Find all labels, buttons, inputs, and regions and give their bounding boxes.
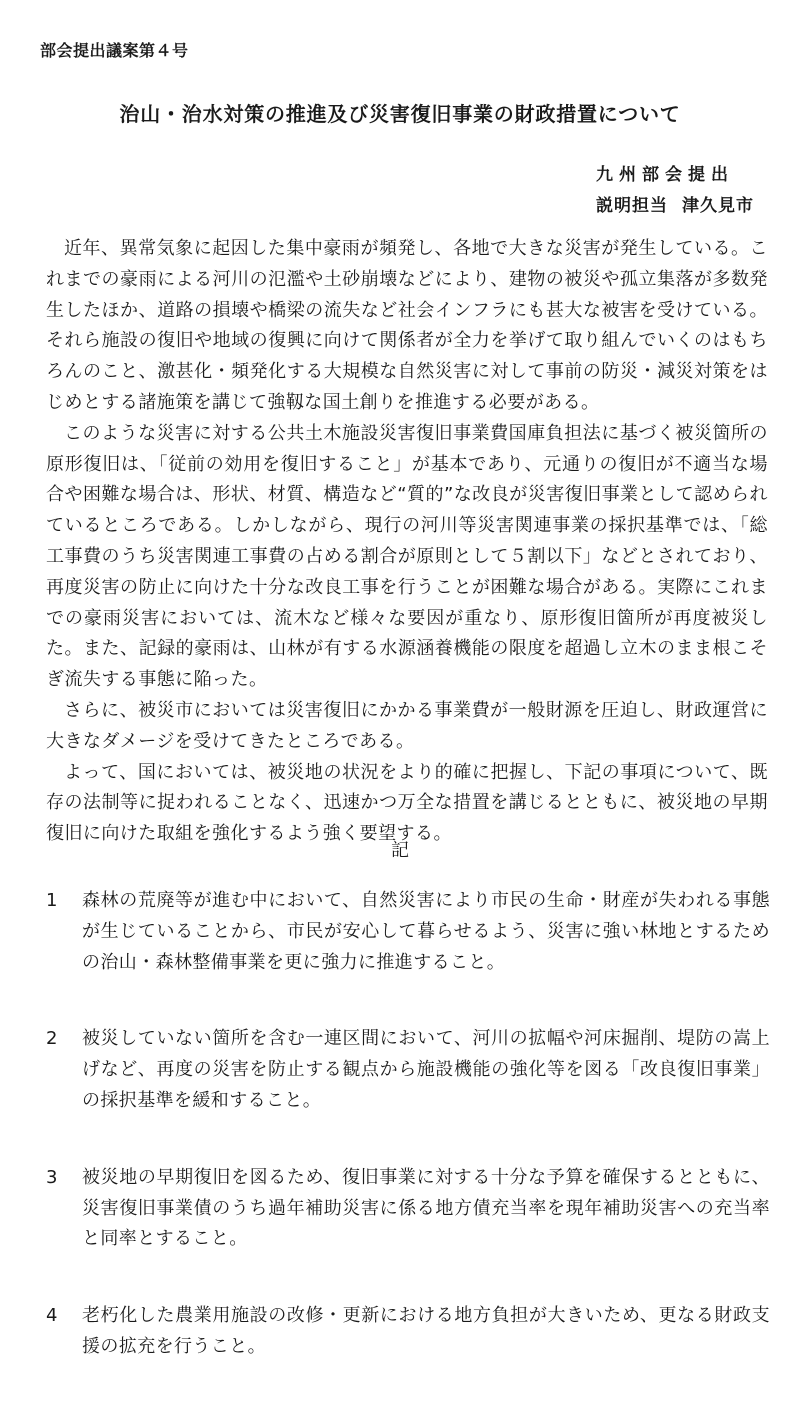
request-item [46,886,770,978]
body-paragraph: よって、国においては、被災地の状況をより的確に把握し、下記の事項について、既存の法制等に捉われることなく、迅速かつ万全な措置を講じるとともに、被災地の早期復旧に向けた取組を強化するよう強く要望する。 [46,761,768,845]
presenter-line [596,191,754,216]
item-text: 被災地の早期復旧を図るため、復旧事業に対する十分な予算を確保するとともに、災害復旧事業債のうち過年補助災害に係る地方債充当率を現年補助災害への充当率と同率とすること。 [82,1166,770,1250]
request-item [46,1163,770,1255]
body-paragraph: さらに、被災市においては災害復旧にかかる事業費が一般財源を圧迫し、財政運営に大きなダメージを受けてきたところである。 [46,699,768,752]
presenter-role: 説明担当 [596,196,668,216]
request-item [46,1301,770,1363]
submitter-line: 九州部会提出 [596,165,734,185]
body-paragraph: このような災害に対する公共土木施設災害復旧事業費国庫負担法に基づく被災箇所の原形復旧は、「従前の効用を復旧すること」が基本であり、元通りの復旧が不適当な場合や困難な場合は、形状、材質、構造など“質的”な改良が災害復旧事業として認められているところである。しかしながら、現行の河川等災害関連事業の採択基準では、「総工事費のうち災害関連工事費の占める割合が原則として５割以下」などとされており、再度災害の防止に向けた十分な改良工事を行うことが困難な場合がある。実際にこれまでの豪雨災害においては、流木など様々な要因が重なり、原形復旧箇所が再度被災した。また、記録的豪雨は、山林が有する水源涵養機能の限度を超過し立木のまま根こそぎ流失する事態に陥った。 [46,422,768,691]
item-number: 4 [46,1305,58,1327]
item-number: 1 [46,890,58,911]
item-text: 森林の荒廃等が進む中において、自然災害により市民の生命・財産が失われる事態が生じていることから、市民が安心して暮らせるよう、災害に強い林地とするための治山・森林整備事業を更に強力に推進すること。 [82,890,770,973]
presenter-city: 津久見市 [682,196,754,216]
item-text: 老朽化した農業用施設の改修・更新における地方負担が大きいため、更なる財政支援の拡充を行うこと。 [82,1305,770,1357]
body-paragraph: 近年、異常気象に起因した集中豪雨が頻発し、各地で大きな災害が発生している。これまでの豪雨による河川の氾濫や土砂崩壊などにより、建物の被災や孤立集落が多数発生したほか、道路の損壊や橋梁の流失など社会インフラにも甚大な被害を受けている。それら施設の復旧や地域の復興に向けて関係者が全力を挙げて取り組んでいくのはもちろんのこと、激甚化・頻発化する大規模な自然災害に対して事前の防災・減災対策をはじめとする諸施策を講じて強靱な国土創りを推進する必要がある。 [46,238,768,413]
document-number: 部会提出議案第４号 [40,41,189,60]
request-items-list [46,886,770,1409]
request-item [46,1024,770,1116]
item-number: 3 [46,1166,58,1188]
item-text: 被災していない箇所を含む一連区間において、河川の拡幅や河床掘削、堤防の嵩上げなど、再度の災害を防止する観点から施設機能の強化等を図る「改良復旧事業」の採択基準を緩和すること。 [82,1028,770,1111]
body-text [46,234,768,850]
document-title: 治山・治水対策の推進及び災害復旧事業の財政措置について [119,102,681,126]
ki-heading: 記 [391,840,409,861]
item-number: 2 [46,1028,58,1050]
